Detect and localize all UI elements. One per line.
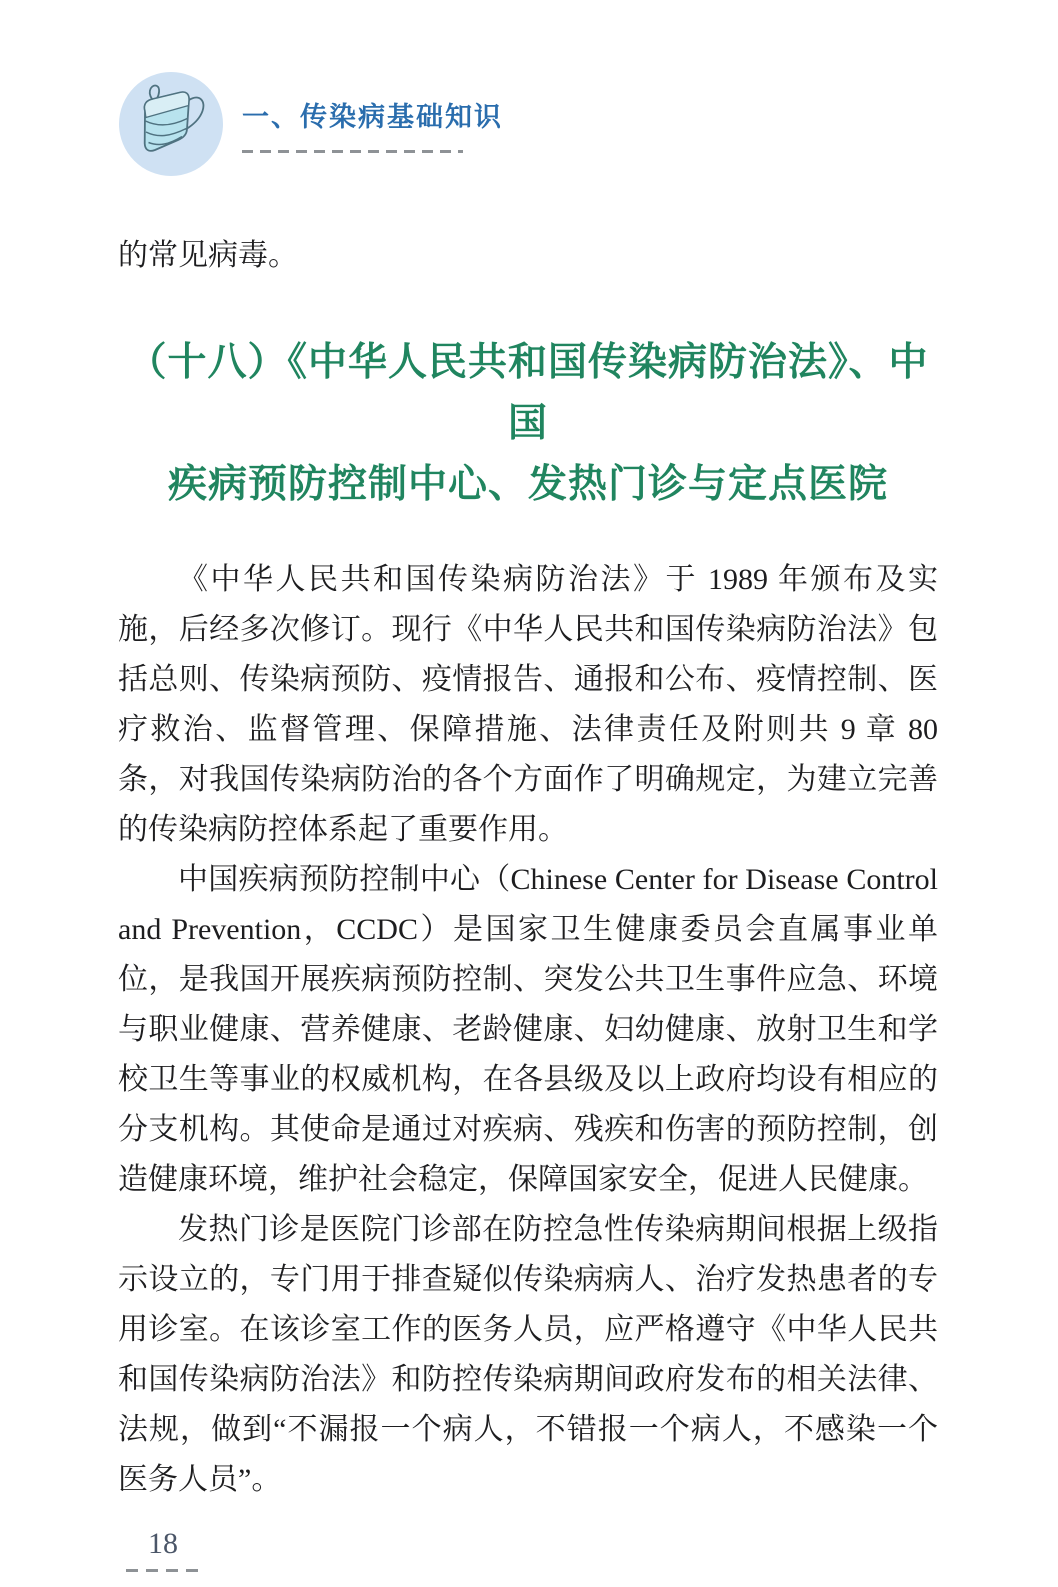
chapter-title: 一、传染病基础知识 bbox=[242, 102, 503, 132]
section-heading bbox=[118, 332, 938, 515]
paragraph-law: 《中华人民共和国传染病防治法》于 1989 年颁布及实施，后经多次修订。现行《中华人民共和国传染病防治法》包括总则、传染病预防、疫情报告、通报和公布、疫情控制、医疗救治、监督管理、保障措施、法律责任及附则共 9 章 80 条，对我国传染病防治的各个方面作了明确规定，为建立完善的传染病防控体系起了重要作用。 bbox=[118, 563, 938, 846]
chapter-header bbox=[118, 71, 938, 177]
page-number-dashed-underline bbox=[126, 1569, 200, 1572]
body-paragraphs bbox=[118, 555, 938, 1505]
section-heading-line2: 疾病预防控制中心、发热门诊与定点医院 bbox=[167, 463, 888, 506]
chapter-header-text bbox=[242, 95, 503, 153]
mask-icon bbox=[118, 71, 224, 177]
paragraph-ccdc: 中国疾病预防控制中心（Chinese Center for Disease Control and Prevention，CCDC）是国家卫生健康委员会直属事业单位，是我国开展疾病预防控制、突发公共卫生事件应急、环境与职业健康、营养健康、老龄健康、妇幼健康、放射卫生和学校卫生等事业的权威机构，在各县级及以上政府均设有相应的分支机构。其使命是通过对疾病、残疾和伤害的预防控制，创造健康环境，维护社会稳定，保障国家安全，促进人民健康。 bbox=[118, 863, 938, 1196]
page-footer bbox=[126, 1527, 200, 1572]
page-number: 18 bbox=[148, 1527, 178, 1560]
paragraph-fever-clinic: 发热门诊是医院门诊部在防控急性传染病期间根据上级指示设立的，专门用于排查疑似传染病病人、治疗发热患者的专用诊室。在该诊室工作的医务人员，应严格遵守《中华人民共和国传染病防治法》和防控传染病期间政府发布的相关法律、法规，做到“不漏报一个病人，不错报一个病人，不感染一个医务人员”。 bbox=[118, 1213, 938, 1496]
continuation-text: 的常见病毒。 bbox=[118, 239, 298, 272]
chapter-title-dashed-underline bbox=[242, 150, 463, 153]
section-heading-line1: （十八）《中华人民共和国传染病防治法》、中国 bbox=[127, 341, 929, 445]
